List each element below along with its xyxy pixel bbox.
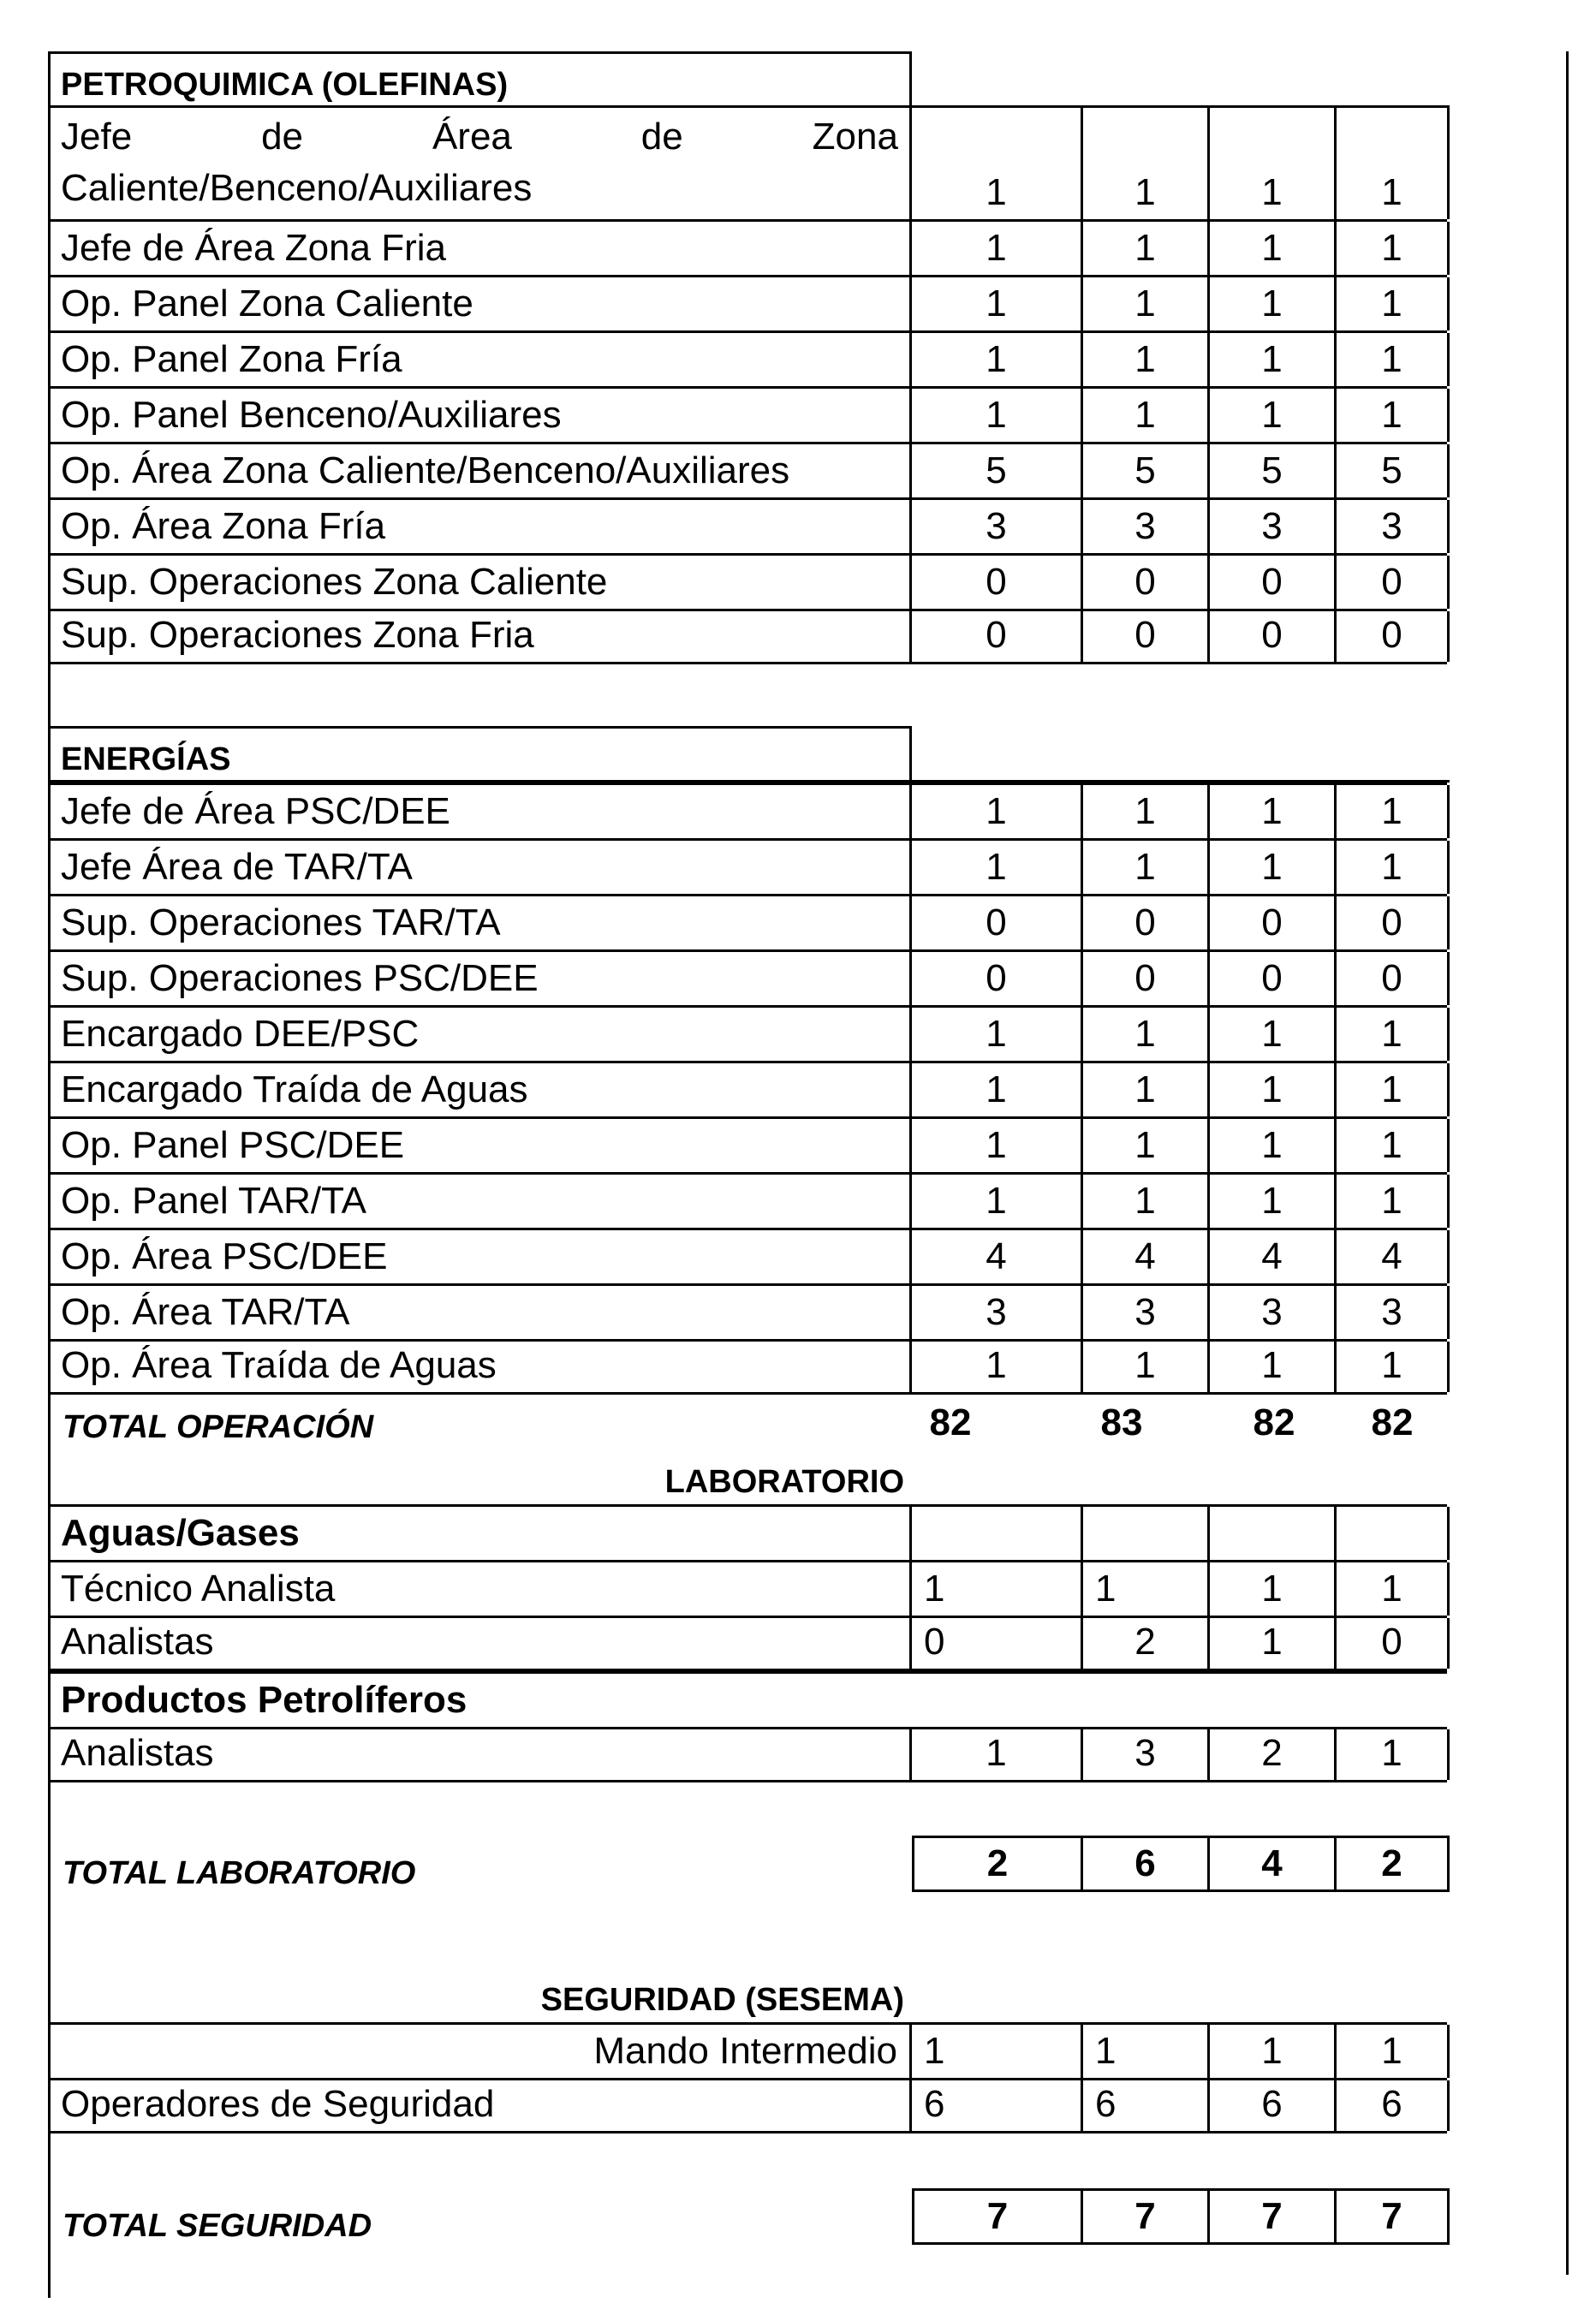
value-cell: 6 (1210, 2080, 1337, 2131)
value-cell: 1 (1337, 1562, 1450, 1616)
value-cell: 0 (1210, 896, 1337, 949)
value-cell: 3 (1210, 500, 1337, 553)
label-word: Área (432, 116, 512, 158)
row-label: Sup. Operaciones Zona Fria (51, 611, 912, 662)
empty-cell (912, 1507, 1083, 1560)
value-cell: 5 (1083, 444, 1210, 497)
row-label-line1 (61, 111, 898, 163)
row-label: Sup. Operaciones TAR/TA (51, 896, 912, 949)
value-cell: 1 (1337, 277, 1450, 330)
value-cell: 1 (912, 1729, 1083, 1780)
value-cell: 3 (912, 1286, 1083, 1339)
value-cell: 0 (1210, 952, 1337, 1005)
value-cell: 1 (1083, 1008, 1210, 1061)
row-label: Op. Área Traída de Aguas (51, 1342, 912, 1392)
value-cell: 0 (1210, 611, 1337, 662)
value-cell: 1 (1210, 389, 1337, 442)
spacer (48, 2247, 1447, 2298)
row-label: Sup. Operaciones PSC/DEE (51, 952, 912, 1005)
table-row (48, 838, 1447, 894)
value-cell: 1 (1210, 1063, 1337, 1116)
value-cell: 3 (1337, 1286, 1450, 1339)
value-cell: 1 (1083, 1119, 1210, 1172)
row-label: Op. Panel Benceno/Auxiliares (51, 389, 912, 442)
value-cell: 1 (912, 785, 1083, 838)
value-cell: 1 (1083, 785, 1210, 838)
value-cell: 1 (1210, 841, 1337, 894)
value-cell: 1 (912, 277, 1083, 330)
olefinas-rows (48, 219, 1447, 664)
value-cell: 0 (1210, 556, 1337, 609)
energias-rows (48, 783, 1447, 1395)
total-operacion-row (48, 1395, 1447, 1451)
table-row (48, 1616, 1447, 1671)
value-cell: 1 (1083, 1342, 1210, 1392)
value-cell: 0 (1083, 611, 1210, 662)
label-word: de (261, 116, 304, 158)
table-row (48, 442, 1447, 497)
value-cell: 1 (1337, 1342, 1450, 1392)
value-cell: 1 (1337, 2025, 1450, 2078)
value-cell: 6 (1337, 2080, 1450, 2131)
value-cell: 1 (1210, 1342, 1337, 1392)
total-cells (912, 2188, 1450, 2245)
subsection-row-productos (48, 1671, 1447, 1727)
section-title-text: PETROQUIMICA (OLEFINAS) (61, 67, 509, 103)
productos-rows (48, 1727, 1447, 1782)
value-cell: 1 (1083, 108, 1210, 219)
label-word: Jefe (61, 116, 133, 158)
value-cell: 0 (1083, 556, 1210, 609)
value-cell: 6 (1083, 2080, 1210, 2131)
table-row (48, 330, 1447, 386)
table-row (48, 894, 1447, 949)
value-cell: 3 (1083, 1729, 1210, 1780)
spacer (48, 664, 1447, 726)
table-row (48, 1005, 1447, 1061)
table-row (48, 1560, 1447, 1616)
total-seguridad-row (48, 2188, 1447, 2247)
value-cell: 1 (912, 2025, 1083, 2078)
value-cell: 4 (912, 1230, 1083, 1283)
value-cell: 1 (1210, 1562, 1337, 1616)
value-cell: 4 (1210, 1230, 1337, 1283)
total-value: 7 (914, 2191, 1083, 2242)
row-label: Op. Área TAR/TA (51, 1286, 912, 1339)
row-label: Sup. Operaciones Zona Caliente (51, 556, 912, 609)
value-cell: 1 (1337, 1175, 1450, 1228)
table-row (48, 1283, 1447, 1339)
value-cell: 3 (1337, 500, 1450, 553)
value-cell: 1 (912, 1008, 1083, 1061)
value-cell: 5 (1210, 444, 1337, 497)
row-label: Jefe de Área Zona Fria (51, 222, 912, 275)
table-row (48, 1116, 1447, 1172)
value-cell: 1 (1210, 785, 1337, 838)
value-cell: 0 (912, 952, 1083, 1005)
value-cell: 1 (1337, 108, 1450, 219)
table-row (48, 497, 1447, 553)
total-value: 7 (1083, 2191, 1210, 2242)
value-cell: 3 (912, 500, 1083, 553)
row-label-line2 (61, 163, 909, 214)
value-cell: 5 (1337, 444, 1450, 497)
value-cell: 1 (1210, 222, 1337, 275)
empty-cell (1083, 1507, 1210, 1560)
value-cell: 1 (1337, 841, 1450, 894)
value-cell: 4 (1337, 1230, 1450, 1283)
value-cell: 4 (1083, 1230, 1210, 1283)
value-cell: 1 (1083, 1063, 1210, 1116)
table-row (48, 553, 1447, 609)
empty-cell (1210, 1507, 1337, 1560)
section-title-energias (48, 726, 1447, 783)
table-row (48, 1172, 1447, 1228)
value-cell: 1 (1210, 2025, 1337, 2078)
section-title-text: ENERGÍAS (61, 741, 231, 777)
value-cell: 1 (912, 1175, 1083, 1228)
value-cell: 1 (1337, 1008, 1450, 1061)
right-margin-line (1566, 51, 1569, 2275)
section-title-olefinas (48, 51, 1447, 108)
total-cells (912, 1836, 1450, 1892)
row-label: Analistas (51, 1729, 912, 1780)
spacer (48, 1894, 1447, 1969)
value-cell: 1 (1337, 1729, 1450, 1780)
row-label: Jefe Área de TAR/TA (51, 841, 912, 894)
value-cell: 1 (1210, 277, 1337, 330)
value-cell: 1 (912, 1562, 1083, 1616)
row-label (51, 108, 912, 219)
row-label: Op. Área Zona Fría (51, 500, 912, 553)
value-cell: 1 (1210, 1175, 1337, 1228)
value-cell: 1 (1210, 1618, 1337, 1669)
value-cell: 5 (912, 444, 1083, 497)
value-cell: 1 (1083, 841, 1210, 894)
total-label: TOTAL LABORATORIO (63, 1855, 416, 1891)
total-value: 82 (1253, 1401, 1295, 1443)
value-cell: 0 (912, 556, 1083, 609)
value-cell: 1 (912, 389, 1083, 442)
spacer (48, 1782, 1447, 1836)
total-value: 7 (1210, 2191, 1337, 2242)
total-value: 82 (929, 1401, 972, 1443)
value-cell: 1 (1337, 785, 1450, 838)
value-cell: 1 (1083, 1562, 1210, 1616)
table-row (48, 108, 1447, 219)
table-row (48, 275, 1447, 330)
table-row (48, 1061, 1447, 1116)
label-text: Caliente/Benceno/Auxiliares (61, 167, 533, 209)
value-cell: 1 (1337, 333, 1450, 386)
total-label: TOTAL SEGURIDAD (63, 2208, 372, 2244)
value-cell: 0 (912, 1618, 1083, 1669)
section-title-box (51, 726, 912, 783)
value-cell: 1 (1083, 389, 1210, 442)
total-value: 2 (914, 1838, 1083, 1889)
value-cell: 0 (1337, 1618, 1450, 1669)
value-cell: 0 (1337, 896, 1450, 949)
row-label: Op. Panel Zona Fría (51, 333, 912, 386)
table-row (48, 783, 1447, 838)
total-label: TOTAL OPERACIÓN (63, 1409, 374, 1445)
total-value: 4 (1210, 1838, 1337, 1889)
value-cell: 1 (912, 333, 1083, 386)
label-word: de (640, 116, 683, 158)
table-row (48, 386, 1447, 442)
value-cell: 1 (1337, 389, 1450, 442)
table-row (48, 2022, 1447, 2078)
subsection-title: Productos Petrolíferos (61, 1679, 467, 1721)
section-title-text: SEGURIDAD (SESEMA) (540, 1982, 904, 2018)
value-cell: 1 (1210, 1008, 1337, 1061)
table-row (48, 1339, 1447, 1395)
table-row (48, 2078, 1447, 2133)
value-cell: 1 (912, 1342, 1083, 1392)
value-cell: 1 (1210, 108, 1337, 219)
total-value: 6 (1083, 1838, 1210, 1889)
value-cell: 1 (1083, 222, 1210, 275)
total-laboratorio-row (48, 1836, 1447, 1894)
label-word: Zona (812, 116, 898, 158)
row-label: Jefe de Área PSC/DEE (51, 785, 912, 838)
value-cell: 0 (1337, 611, 1450, 662)
value-cell: 1 (1083, 2025, 1210, 2078)
empty-cell (1337, 1507, 1450, 1560)
value-cell: 0 (1083, 952, 1210, 1005)
value-cell: 0 (912, 896, 1083, 949)
table-row (48, 609, 1447, 664)
value-cell: 1 (912, 1119, 1083, 1172)
row-label: Op. Panel TAR/TA (51, 1175, 912, 1228)
total-value: 7 (1381, 2195, 1402, 2237)
row-label: Encargado DEE/PSC (51, 1008, 912, 1061)
row-label: Mando Intermedio (51, 2025, 912, 2078)
value-cell: 3 (1083, 1286, 1210, 1339)
table-row (48, 1228, 1447, 1283)
value-cell: 0 (1337, 952, 1450, 1005)
value-cell: 1 (912, 222, 1083, 275)
subsection-title: Aguas/Gases (51, 1507, 912, 1560)
value-cell: 1 (1083, 1175, 1210, 1228)
row-label: Analistas (51, 1618, 912, 1669)
row-label: Operadores de Seguridad (51, 2080, 912, 2131)
row-label: Op. Panel PSC/DEE (51, 1119, 912, 1172)
value-cell: 1 (912, 108, 1083, 219)
table-row (48, 1727, 1447, 1782)
total-value: 83 (1100, 1401, 1143, 1443)
total-value: 2 (1381, 1842, 1402, 1884)
value-cell: 1 (912, 841, 1083, 894)
row-label: Encargado Traída de Aguas (51, 1063, 912, 1116)
table-row (48, 949, 1447, 1005)
value-cell: 1 (1083, 277, 1210, 330)
section-title-text: LABORATORIO (664, 1464, 904, 1500)
value-cell: 0 (912, 611, 1083, 662)
aguas-gases-rows (48, 1560, 1447, 1671)
value-cell: 1 (1337, 1063, 1450, 1116)
value-cell: 0 (1083, 896, 1210, 949)
value-cell: 3 (1083, 500, 1210, 553)
spacer (48, 2133, 1447, 2188)
value-cell: 1 (1210, 333, 1337, 386)
row-label: Op. Panel Zona Caliente (51, 277, 912, 330)
section-title-box (51, 51, 912, 108)
seguridad-rows (48, 2022, 1447, 2133)
value-cell: 1 (1337, 1119, 1450, 1172)
value-cell: 1 (912, 1063, 1083, 1116)
value-cell: 0 (1337, 556, 1450, 609)
value-cell: 2 (1210, 1729, 1337, 1780)
value-cell: 6 (912, 2080, 1083, 2131)
value-cell: 2 (1083, 1618, 1210, 1669)
subsection-row-aguas-gases (48, 1504, 1447, 1560)
row-label: Técnico Analista (51, 1562, 912, 1616)
row-label: Op. Área PSC/DEE (51, 1230, 912, 1283)
staffing-table (48, 51, 1447, 2298)
total-value: 82 (1371, 1401, 1414, 1443)
table-row (48, 219, 1447, 275)
value-cell: 1 (1210, 1119, 1337, 1172)
section-title-seguridad (48, 1969, 1447, 2022)
value-cell: 3 (1210, 1286, 1337, 1339)
value-cell: 1 (1337, 222, 1450, 275)
value-cell: 1 (1083, 333, 1210, 386)
row-label: Op. Área Zona Caliente/Benceno/Auxiliares (51, 444, 912, 497)
section-title-laboratorio (48, 1451, 1447, 1504)
